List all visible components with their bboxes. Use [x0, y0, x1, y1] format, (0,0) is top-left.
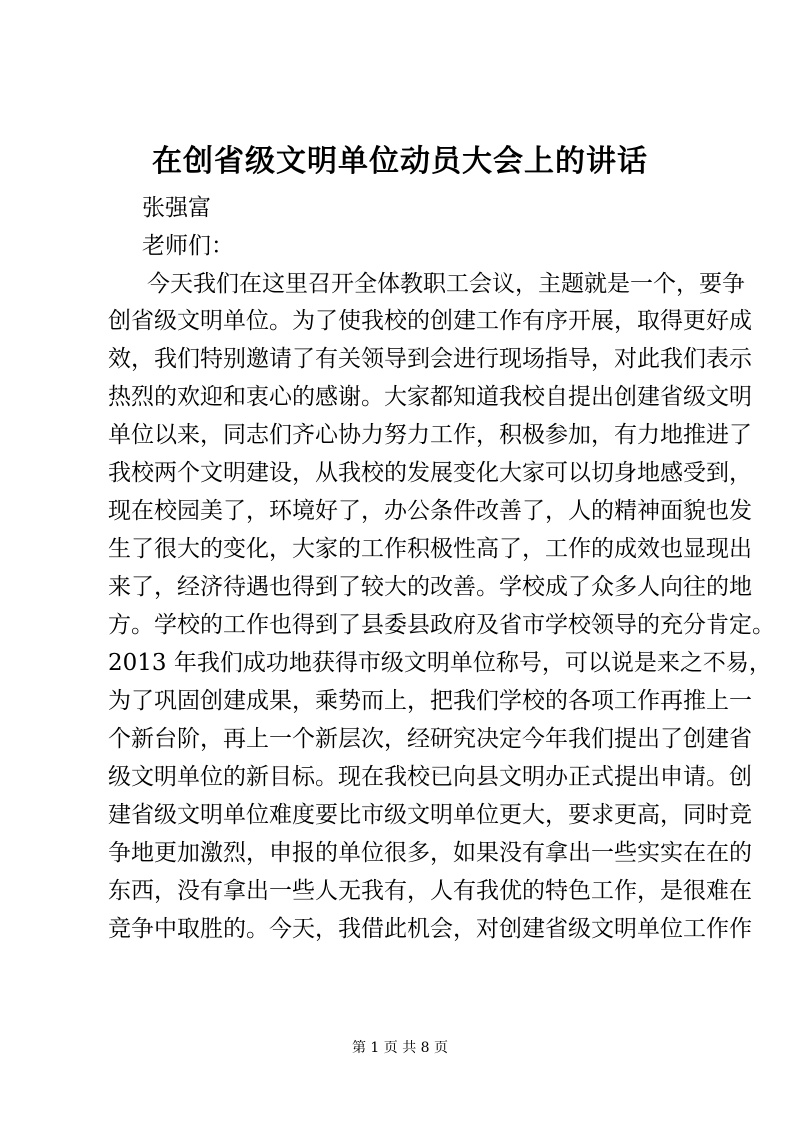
- body-line: 效，我们特别邀请了有关领导到会进行现场指导，对此我们表示: [108, 346, 752, 372]
- body-line: 级文明单位的新目标。现在我校已向县文明办正式提出申请。创: [108, 764, 752, 790]
- body-line: 东西，没有拿出一些人无我有，人有我优的特色工作，是很难在: [108, 878, 752, 904]
- author-name: 张强富: [142, 195, 211, 221]
- body-line: 热烈的欢迎和衷心的感谢。大家都知道我校自提出创建省级文明: [108, 384, 752, 410]
- body-line: 今天我们在这里召开全体教职工会议，主题就是一个，要争: [147, 271, 745, 297]
- body-line: 单位以来，同志们齐心协力努力工作，积极参加，有力地推进了: [108, 422, 752, 448]
- body-line: 个新台阶，再上一个新层次，经研究决定今年我们提出了创建省: [108, 726, 752, 752]
- body-line: 方。学校的工作也得到了县委县政府及省市学校领导的充分肯定。: [108, 612, 775, 638]
- page-indicator: 第 1 页 共 8 页: [351, 1040, 449, 1056]
- salutation: 老师们：: [142, 233, 234, 259]
- body-line: 我校两个文明建设，从我校的发展变化大家可以切身地感受到，: [108, 460, 752, 486]
- body-line: 竞争中取胜的。今天，我借此机会，对创建省级文明单位工作作: [108, 916, 752, 942]
- body-line: 来了，经济待遇也得到了较大的改善。学校成了众多人向往的地: [108, 574, 752, 600]
- document-title: 在创省级文明单位动员大会上的讲话: [152, 144, 648, 179]
- body-line: 2013 年我们成功地获得市级文明单位称号，可以说是来之不易，: [108, 650, 772, 676]
- body-line: 为了巩固创建成果，乘势而上，把我们学校的各项工作再推上一: [108, 688, 752, 714]
- body-line: 创省级文明单位。为了使我校的创建工作有序开展，取得更好成: [108, 308, 752, 334]
- body-line: 建省级文明单位难度要比市级文明单位更大，要求更高，同时竞: [108, 802, 752, 828]
- body-line: 争地更加激烈，申报的单位很多，如果没有拿出一些实实在在的: [108, 840, 752, 866]
- body-line: 现在校园美了，环境好了，办公条件改善了，人的精神面貌也发: [108, 498, 752, 524]
- body-line: 生了很大的变化，大家的工作积极性高了，工作的成效也显现出: [108, 536, 752, 562]
